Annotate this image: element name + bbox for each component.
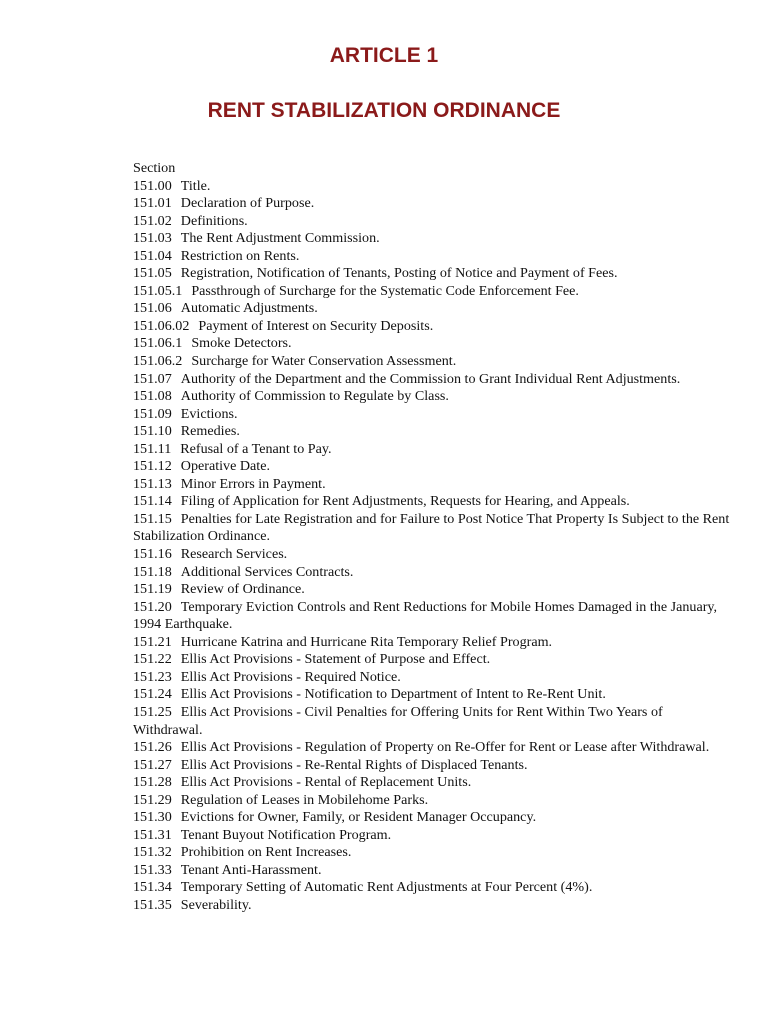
article-title: ARTICLE 1 xyxy=(329,44,439,67)
section-number: 151.28 xyxy=(133,774,172,791)
section-title: Tenant Anti-Harassment. xyxy=(180,861,322,878)
section-number: 151.31 xyxy=(133,826,172,843)
section-number: 151.26 xyxy=(133,739,172,756)
section-entry xyxy=(133,686,733,704)
section-entry xyxy=(133,897,733,915)
section-entry xyxy=(133,406,733,424)
section-entry xyxy=(133,195,733,213)
section-entry xyxy=(133,458,733,476)
section-label: Section xyxy=(133,160,176,176)
section-number: 151.16 xyxy=(133,546,172,563)
section-entry xyxy=(133,651,733,669)
section-title: Ellis Act Provisions - Civil Penalties for Offering Units for Rent Within Two Years of Withdrawal. xyxy=(133,703,663,738)
section-title: Ellis Act Provisions - Rental of Replacement Units. xyxy=(180,774,472,791)
section-number: 151.32 xyxy=(133,844,172,861)
section-number: 151.25 xyxy=(133,703,172,720)
section-title: Ellis Act Provisions - Re-Rental Rights of Displaced Tenants. xyxy=(180,756,528,773)
section-number: 151.04 xyxy=(133,247,172,264)
section-entry xyxy=(133,774,733,792)
section-title: Automatic Adjustments. xyxy=(180,300,318,317)
section-entry xyxy=(133,879,733,897)
section-title: Declaration of Purpose. xyxy=(180,195,315,212)
section-entry xyxy=(133,353,733,371)
section-title: Ellis Act Provisions - Regulation of Property on Re-Offer for Rent or Lease after Withdrawal. xyxy=(180,739,710,756)
section-title: Evictions. xyxy=(180,405,238,422)
section-title: Hurricane Katrina and Hurricane Rita Temporary Relief Program. xyxy=(180,633,553,650)
section-entry xyxy=(133,335,733,353)
section-title: Temporary Eviction Controls and Rent Reductions for Mobile Homes Damaged in the January, 1994 Earthquake. xyxy=(133,598,718,633)
section-entry xyxy=(133,283,733,301)
section-entry xyxy=(133,704,733,739)
section-entry xyxy=(133,564,733,582)
section-number: 151.08 xyxy=(133,388,172,405)
section-number: 151.11 xyxy=(133,440,172,457)
section-number: 151.30 xyxy=(133,809,172,826)
section-title: The Rent Adjustment Commission. xyxy=(180,230,380,247)
section-entry xyxy=(133,546,733,564)
section-number: 151.00 xyxy=(133,177,172,194)
section-title: Temporary Setting of Automatic Rent Adjustments at Four Percent (4%). xyxy=(180,879,593,896)
section-title: Surcharge for Water Conservation Assessment. xyxy=(191,353,457,370)
section-number: 151.23 xyxy=(133,668,172,685)
section-number: 151.06.2 xyxy=(133,353,183,370)
section-entry xyxy=(133,318,733,336)
section-number: 151.22 xyxy=(133,651,172,668)
section-number: 151.06.1 xyxy=(133,335,183,352)
section-number: 151.06.02 xyxy=(133,317,190,334)
section-number: 151.02 xyxy=(133,212,172,229)
ordinance-title: RENT STABILIZATION ORDINANCE xyxy=(207,99,561,122)
section-number: 151.06 xyxy=(133,300,172,317)
section-entry xyxy=(133,809,733,827)
section-title: Ellis Act Provisions - Notification to Department of Intent to Re-Rent Unit. xyxy=(180,686,606,703)
section-title: Restriction on Rents. xyxy=(180,247,300,264)
section-table-of-contents xyxy=(133,160,733,915)
section-number: 151.13 xyxy=(133,475,172,492)
section-title: Filing of Application for Rent Adjustments, Requests for Hearing, and Appeals. xyxy=(180,493,630,510)
section-title: Severability. xyxy=(180,896,252,913)
section-number: 151.19 xyxy=(133,581,172,598)
section-entry xyxy=(133,476,733,494)
section-number: 151.09 xyxy=(133,405,172,422)
section-entry xyxy=(133,511,733,546)
section-number: 151.14 xyxy=(133,493,172,510)
section-title: Authority of the Department and the Commission to Grant Individual Rent Adjustments. xyxy=(180,370,681,387)
section-number: 151.18 xyxy=(133,563,172,580)
section-number: 151.20 xyxy=(133,598,172,615)
section-title: Penalties for Late Registration and for Failure to Post Notice That Property Is Subject to the Rent Stabilization Ordinance. xyxy=(133,510,730,545)
section-title: Tenant Buyout Notification Program. xyxy=(180,826,392,843)
section-title: Operative Date. xyxy=(180,458,270,475)
section-entry xyxy=(133,581,733,599)
section-title: Regulation of Leases in Mobilehome Parks. xyxy=(180,791,429,808)
section-title: Remedies. xyxy=(180,423,240,440)
section-entry xyxy=(133,599,733,634)
section-list xyxy=(133,178,733,915)
section-title: Smoke Detectors. xyxy=(191,335,292,352)
section-entry xyxy=(133,388,733,406)
section-number: 151.21 xyxy=(133,633,172,650)
section-title: Prohibition on Rent Increases. xyxy=(180,844,352,861)
section-entry xyxy=(133,300,733,318)
section-entry xyxy=(133,441,733,459)
section-entry xyxy=(133,827,733,845)
section-entry xyxy=(133,493,733,511)
section-entry xyxy=(133,844,733,862)
section-number: 151.10 xyxy=(133,423,172,440)
section-number: 151.34 xyxy=(133,879,172,896)
section-title: Definitions. xyxy=(180,212,248,229)
section-title: Registration, Notification of Tenants, Posting of Notice and Payment of Fees. xyxy=(180,265,618,282)
section-title: Research Services. xyxy=(180,546,288,563)
section-entry xyxy=(133,178,733,196)
section-entry xyxy=(133,371,733,389)
section-entry xyxy=(133,757,733,775)
section-number: 151.33 xyxy=(133,861,172,878)
section-title: Additional Services Contracts. xyxy=(180,563,354,580)
section-entry xyxy=(133,634,733,652)
section-entry xyxy=(133,792,733,810)
section-title: Title. xyxy=(180,177,211,194)
section-title: Authority of Commission to Regulate by Class. xyxy=(180,388,449,405)
section-entry xyxy=(133,739,733,757)
section-entry xyxy=(133,669,733,687)
section-number: 151.24 xyxy=(133,686,172,703)
section-number: 151.35 xyxy=(133,896,172,913)
section-title: Minor Errors in Payment. xyxy=(180,475,326,492)
section-entry xyxy=(133,862,733,880)
section-title: Ellis Act Provisions - Required Notice. xyxy=(180,668,401,685)
section-title: Ellis Act Provisions - Statement of Purpose and Effect. xyxy=(180,651,491,668)
section-title: Evictions for Owner, Family, or Resident Manager Occupancy. xyxy=(180,809,537,826)
section-entry xyxy=(133,213,733,231)
section-entry xyxy=(133,423,733,441)
section-number: 151.15 xyxy=(133,510,172,527)
section-title: Review of Ordinance. xyxy=(180,581,305,598)
section-number: 151.12 xyxy=(133,458,172,475)
section-number: 151.05 xyxy=(133,265,172,282)
section-number: 151.05.1 xyxy=(133,282,183,299)
section-entry xyxy=(133,265,733,283)
section-entry xyxy=(133,230,733,248)
section-title: Passthrough of Surcharge for the Systematic Code Enforcement Fee. xyxy=(191,282,579,299)
section-number: 151.01 xyxy=(133,195,172,212)
section-number: 151.03 xyxy=(133,230,172,247)
section-number: 151.29 xyxy=(133,791,172,808)
section-number: 151.27 xyxy=(133,756,172,773)
section-number: 151.07 xyxy=(133,370,172,387)
section-entry xyxy=(133,248,733,266)
section-title: Payment of Interest on Security Deposits. xyxy=(198,317,434,334)
section-title: Refusal of a Tenant to Pay. xyxy=(180,440,332,457)
